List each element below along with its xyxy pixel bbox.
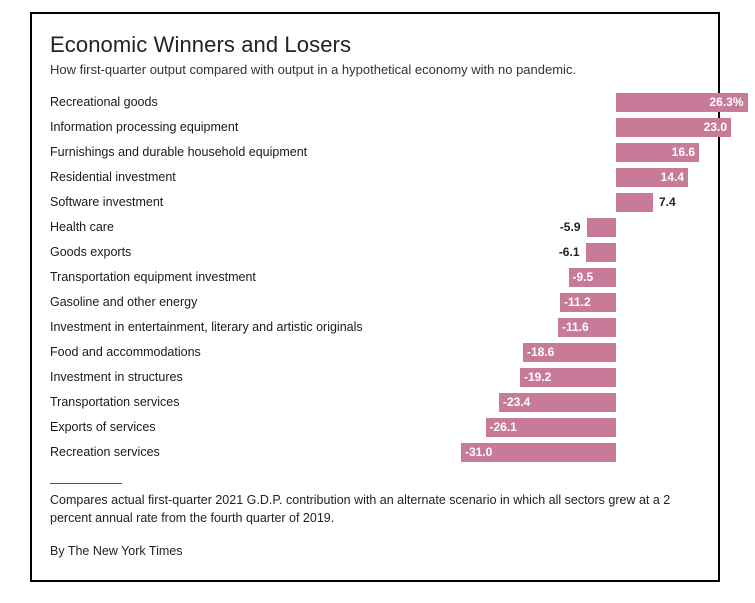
bar-value-label: -9.5 bbox=[572, 270, 594, 284]
bar-row bbox=[50, 316, 696, 341]
bar-category-label: Gasoline and other energy bbox=[50, 295, 198, 309]
bar-value-label: -5.9 bbox=[559, 220, 581, 234]
bar-category-label: Recreational goods bbox=[50, 95, 158, 109]
bar-rows bbox=[50, 91, 744, 466]
bar-category-label: Furnishings and durable household equipment bbox=[50, 145, 308, 159]
bar-category-label: Transportation services bbox=[50, 395, 180, 409]
footnote-divider bbox=[50, 483, 122, 484]
bar-value-label: -19.2 bbox=[524, 370, 552, 384]
chart-subtitle: How first-quarter output compared with output in a hypothetical economy with no pandemic. bbox=[50, 62, 577, 77]
bar bbox=[586, 243, 617, 262]
bar-value-label: -11.2 bbox=[564, 295, 591, 309]
bar-category-label: Residential investment bbox=[50, 170, 176, 184]
bar bbox=[587, 218, 617, 237]
bar-category-label: Recreation services bbox=[50, 445, 160, 459]
footnote: Compares actual first-quarter 2021 G.D.P. contribution with an alternate scenario in which all sectors grew at a 2 percent annual rate from the fourth quarter of 2019. bbox=[50, 492, 671, 526]
bar-category-label: Health care bbox=[50, 220, 114, 234]
bar-row bbox=[50, 266, 696, 291]
bar-value-label: -18.6 bbox=[527, 345, 555, 359]
bar-row bbox=[50, 241, 696, 266]
chart-container bbox=[32, 14, 744, 580]
bar-value-label: -23.4 bbox=[503, 395, 531, 409]
bar-value-label: 16.6 bbox=[671, 145, 695, 159]
credit: By The New York Times bbox=[50, 544, 183, 558]
bar-row bbox=[50, 216, 696, 241]
bar bbox=[616, 193, 653, 212]
bar-category-label: Investment in entertainment, literary and artistic originals bbox=[50, 320, 363, 334]
bar-row bbox=[50, 441, 696, 466]
bar-row bbox=[50, 141, 696, 166]
bar-row bbox=[50, 366, 696, 391]
bar-category-label: Transportation equipment investment bbox=[50, 270, 256, 284]
bar-row bbox=[50, 291, 696, 316]
bar-value-label: 7.4 bbox=[659, 195, 676, 209]
bar-category-label: Information processing equipment bbox=[50, 120, 239, 134]
bar-value-label: -11.6 bbox=[562, 320, 589, 334]
bar-value-label: -31.0 bbox=[465, 445, 493, 459]
bar-category-label: Software investment bbox=[50, 195, 164, 209]
bar-category-label: Investment in structures bbox=[50, 370, 183, 384]
bar-value-label: -26.1 bbox=[489, 420, 517, 434]
bar-value-label: 14.4 bbox=[660, 170, 684, 184]
bar-row bbox=[50, 191, 696, 216]
bar-row bbox=[50, 341, 696, 366]
bar-row bbox=[50, 91, 744, 116]
bar-category-label: Goods exports bbox=[50, 245, 132, 259]
page-title: Economic Winners and Losers bbox=[50, 32, 352, 57]
bar-row bbox=[50, 391, 696, 416]
bar-row bbox=[50, 116, 727, 141]
bar-row bbox=[50, 416, 696, 441]
bar-value-label: -6.1 bbox=[558, 245, 580, 259]
bar-value-label: 23.0 bbox=[703, 120, 727, 134]
bar-category-label: Exports of services bbox=[50, 420, 156, 434]
bar-row bbox=[50, 166, 696, 191]
bar-category-label: Food and accommodations bbox=[50, 345, 201, 359]
chart-frame bbox=[30, 12, 744, 582]
bar-value-label: 26.3% bbox=[709, 95, 744, 109]
